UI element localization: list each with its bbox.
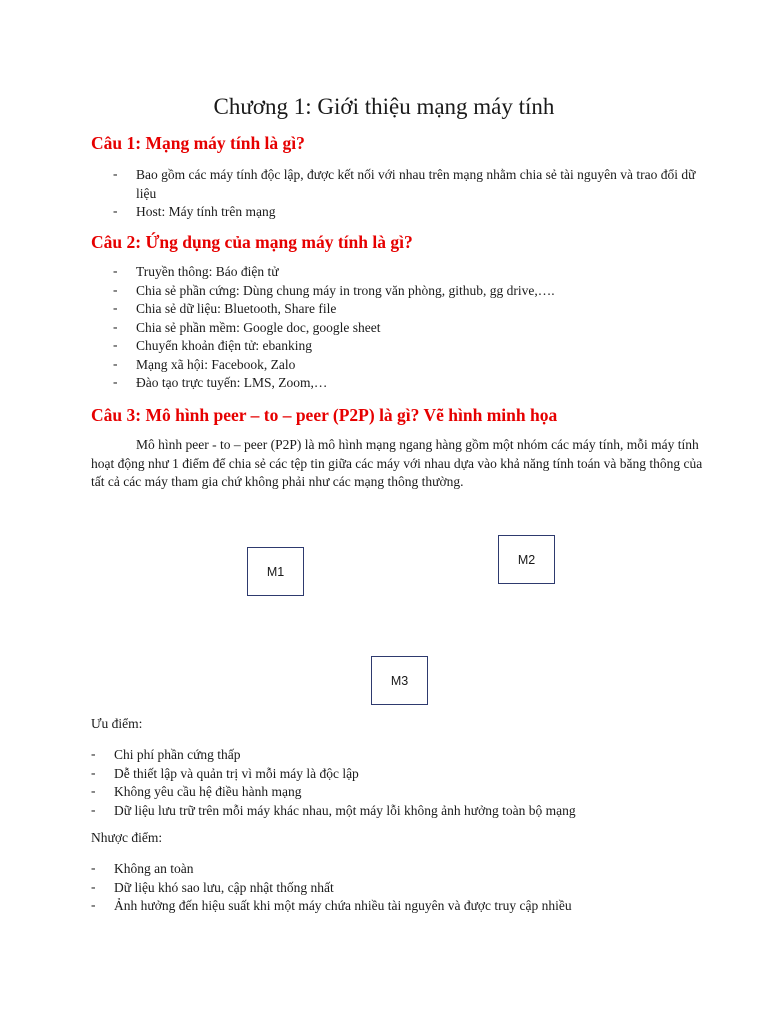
page-title: Chương 1: Giới thiệu mạng máy tính xyxy=(213,94,555,119)
node-m3 xyxy=(371,656,428,705)
question-1-heading: Câu 1: Mạng máy tính là gì? xyxy=(91,133,305,153)
node-m2 xyxy=(498,535,555,584)
list-item: - Host: Máy tính trên mạng xyxy=(113,203,713,222)
node-label: M1 xyxy=(266,564,285,579)
list-item: - Chia sẻ phần cứng: Dùng chung máy in trong văn phòng, github, gg drive,…. xyxy=(113,282,713,301)
node-label: M2 xyxy=(517,552,536,567)
list-item: - Dễ thiết lập và quản trị vì mỗi máy là độc lập xyxy=(91,765,711,784)
question-1-list xyxy=(113,166,713,222)
list-item: - Mạng xã hội: Facebook, Zalo xyxy=(113,356,713,375)
list-item: - Truyền thông: Báo điện tử xyxy=(113,263,713,282)
list-item: - Không an toàn xyxy=(91,860,711,879)
node-m1 xyxy=(247,547,304,596)
list-item: - Đào tạo trực tuyến: LMS, Zoom,… xyxy=(113,374,713,393)
list-item: - Chia sẻ dữ liệu: Bluetooth, Share file xyxy=(113,300,713,319)
p2p-description: Mô hình peer - to – peer (P2P) là mô hình mạng ngang hàng gồm một nhóm các máy tính, mỗi máy tính hoạt động như 1 điểm để chia sẻ các tệp tin giữa các máy với nhau dựa vào khả năng tính toán và băng thông của tất cả các máy tham gia chứ không phải như các mạng thông thường. xyxy=(91,437,703,489)
list-item: - Không yêu cầu hệ điều hành mạng xyxy=(91,783,711,802)
question-2-list xyxy=(113,263,713,393)
advantages-list xyxy=(91,746,711,820)
disadvantages-label: Nhược điểm: xyxy=(91,830,163,845)
disadvantages-list xyxy=(91,860,711,916)
list-item: - Dữ liệu lưu trữ trên mỗi máy khác nhau, một máy lỗi không ảnh hưởng toàn bộ mạng xyxy=(91,802,711,821)
list-item: - Chi phí phần cứng thấp xyxy=(91,746,711,765)
list-item: - Bao gồm các máy tính độc lập, được kết nối với nhau trên mạng nhằm chia sẻ tài nguyên và trao đổi dữ liệu xyxy=(113,166,713,203)
list-item: - Chia sẻ phần mềm: Google doc, google sheet xyxy=(113,319,713,338)
list-item: - Chuyển khoản điện tử: ebanking xyxy=(113,337,713,356)
node-label: M3 xyxy=(390,673,409,688)
question-3-heading: Câu 3: Mô hình peer – to – peer (P2P) là gì? Vẽ hình minh họa xyxy=(91,405,558,425)
list-item: - Ảnh hưởng đến hiệu suất khi một máy chứa nhiều tài nguyên và được truy cập nhiều xyxy=(91,897,711,916)
list-item: - Dữ liệu khó sao lưu, cập nhật thống nhất xyxy=(91,879,711,898)
question-2-heading: Câu 2: Ứng dụng của mạng máy tính là gì? xyxy=(91,232,413,252)
advantages-label: Ưu điểm: xyxy=(91,716,143,731)
